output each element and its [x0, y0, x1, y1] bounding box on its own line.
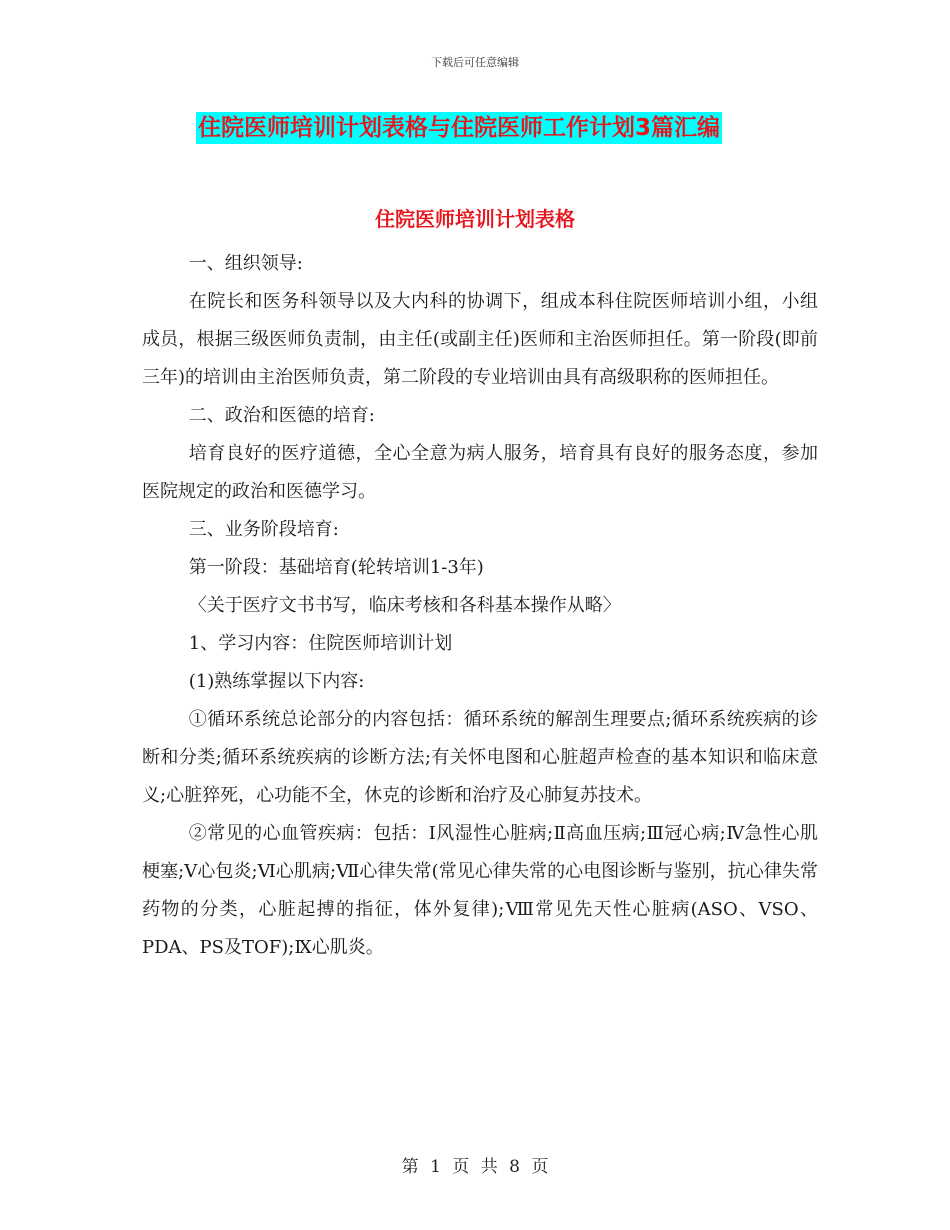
document-title: 住院医师培训计划表格与住院医师工作计划3篇汇编	[196, 112, 722, 144]
paragraph-ethics: 培育良好的医疗道德，全心全意为病人服务，培育具有良好的服务态度，参加医院规定的政治和医德学习。	[142, 443, 818, 502]
paragraph-stage-heading: 三、业务阶段培育:	[188, 519, 339, 540]
section-title: 住院医师培训计划表格	[375, 207, 575, 231]
paragraph-org-leadership: 在院长和医务科领导以及大内科的协调下，组成本科住院医师培训小组，小组成员，根据三级医师负责制，由主任(或副主任)医师和主治医师担任。第一阶段(即前三年)的培训由主治医师负责，第二阶段的专业培训由具有高级职称的医师担任。	[142, 291, 818, 388]
page-number: 第 1 页 共 8 页	[401, 1157, 549, 1177]
paragraph-study-content: 1、学习内容：住院医师培训计划	[188, 633, 453, 654]
paragraph-master-items: (1)熟练掌握以下内容:	[188, 671, 365, 692]
paragraph-stage-one: 第一阶段：基础培育(轮转培训1-3年)	[188, 557, 484, 578]
paragraph-circulatory-system: ①循环系统总论部分的内容包括：循环系统的解剖生理要点;循环系统疾病的诊断和分类;循环系统疾病的诊断方法;有关怀电图和心脏超声检查的基本知识和临床意义;心脏猝死，心功能不全，休克的诊断和治疗及心肺复苏技术。	[142, 709, 818, 806]
paragraph-org-leadership-heading: 一、组织领导:	[188, 253, 303, 274]
header-note: 下载后可任意编辑	[431, 56, 519, 69]
paragraph-ethics-heading: 二、政治和医德的培育:	[188, 405, 375, 426]
document-body	[142, 245, 818, 967]
paragraph-omitted-note: 〈关于医疗文书书写，临床考核和各科基本操作从略〉	[188, 595, 621, 616]
paragraph-cardiovascular-diseases: ②常见的心血管疾病：包括：Ⅰ风湿性心脏病;Ⅱ高血压病;Ⅲ冠心病;Ⅳ急性心肌梗塞;Ⅴ心包炎;Ⅵ心肌病;Ⅶ心律失常(常见心律失常的心电图诊断与鉴别，抗心律失常药物的分类，心脏起搏的指征，体外复律);Ⅷ常见先天性心脏病(ASO、VSO、PDA、PS及TOF);Ⅸ心肌炎。	[142, 823, 818, 958]
